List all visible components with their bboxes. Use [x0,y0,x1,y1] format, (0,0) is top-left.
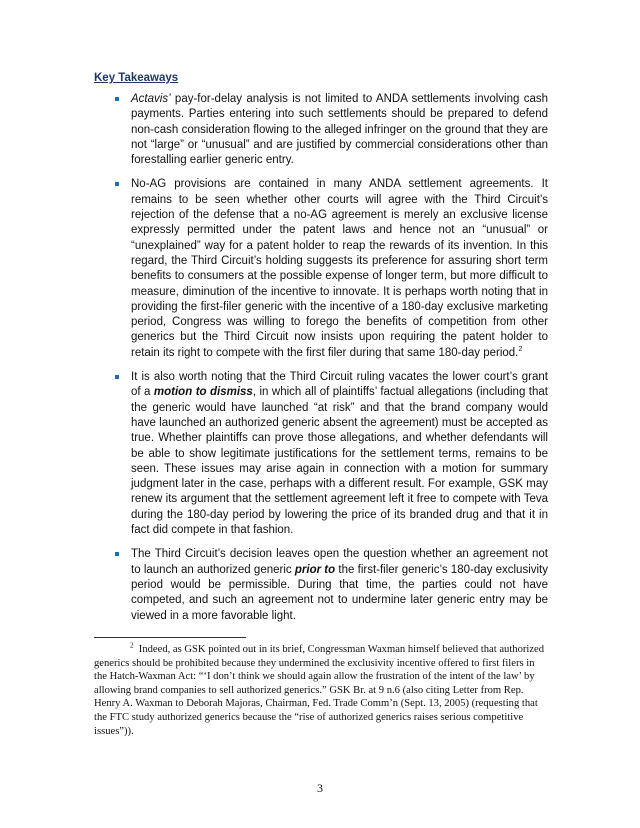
list-item [94,177,548,361]
list-item-text [131,548,548,621]
list-item-body: No-AG provisions are contained in many ANDA settlement agreements. It remains to be seen whether other courts will agree with the Third Circuit’s rejection of the defense that a no-AG agreement is merely an exclusive license expressly permitted under the patent laws and hence not an “unusual” or “unexplained” way for a patent holder to reap the rewards of its invention. In this regard, the Third Circuit’s holding suggests its preference for assuring short term benefits to consumers at the possible expense of longer term, but more difficult to measure, diminution of the incentive to innovate. It is perhaps worth noting that in providing the first-filer generic with the incentive of a 180-day exclusive marketing period, Congress was willing to forego the benefits of competition from other generics but the Third Circuit now insists upon requiring the patent holder to retain its right to compete with the first filer during that same 180-day period. [131,178,548,359]
list-item [94,92,548,168]
list-item [94,370,548,538]
case-name-emphasis: Actavis’ [131,93,171,105]
emphasis-phrase: prior to [294,563,336,576]
list-item-text [131,371,548,536]
square-bullet-icon [115,97,119,101]
footnote-reference: 2 [518,345,523,353]
square-bullet-icon [115,552,119,556]
list-item-body-start: It is also worth noting that the Third Circuit ruling vacates the lower court’s grant of a [131,371,548,399]
footnote [94,643,548,738]
square-bullet-icon [115,182,119,186]
list-item-text [131,178,548,358]
list-item-body-end: , in which all of plaintiffs’ factual allegations (including that the generic would have launched “at risk” and that the brand company would have launched an authorized generic absent the agreement) must be accepted as true. Whether plaintiffs can prove those allegations, and whether defendants will be able to show legitimate justifications for the settlement terms, remains to be seen. These issues may arise again in connection with a motion for summary judgment later in the case, perhaps with a different result. For example, GSK may renew its argument that the settlement agreement left it free to compete with Teva during the 180-day period by lowering the price of its branded drug and that it in fact did compete in that fashion. [131,386,548,537]
footnote-separator [94,637,246,638]
page-number: 3 [317,781,323,795]
list-item-text [131,93,548,166]
list-item-body-end: the first-filer generic’s 180-day exclusivity period would be permissible. During that time, the parties could not have competed, and such an agreement not to undermine later generic entry may be viewed in a more favorable light. [131,563,548,622]
list-item [94,547,548,623]
list-item-body: pay-for-delay analysis is not limited to ANDA settlements involving cash payments. Parties entering into such settlements should be prepared to defend non-cash consideration flowing to the alleged infringer on the ground that they are not “large” or “unusual” and are justified by commercial considerations other than forestalling earlier generic entry. [131,93,548,167]
section-heading: Key Takeaways [94,72,179,84]
footnote-number: 2 [130,641,134,650]
footnote-text: Indeed, as GSK pointed out in its brief, Congressman Waxman himself believed that authorized generics should be prohibited because they undermined the exclusivity incentive offered to first filers in the Hatch-Waxman Act: “‘I don’t think we should again allow the frustration of the intent of the law’ by allowing brand companies to sell authorized generics.” GSK Br. at 9 n.6 (also citing Letter from Rep. Henry A. Waxman to Deborah Majoras, Chairman, Fed. Trade Comm’n (Sept. 13, 2005) (requesting that the FTC study authorized generics because the “rise of authorized generics raises serious competitive issues”)). [94,644,545,737]
emphasis-phrase: motion to dismiss [153,386,253,399]
square-bullet-icon [115,375,119,379]
takeaways-list [94,92,548,633]
list-item-body-start: The Third Circuit’s decision leaves open the question whether an agreement not to launch an authorized generic [131,548,548,576]
